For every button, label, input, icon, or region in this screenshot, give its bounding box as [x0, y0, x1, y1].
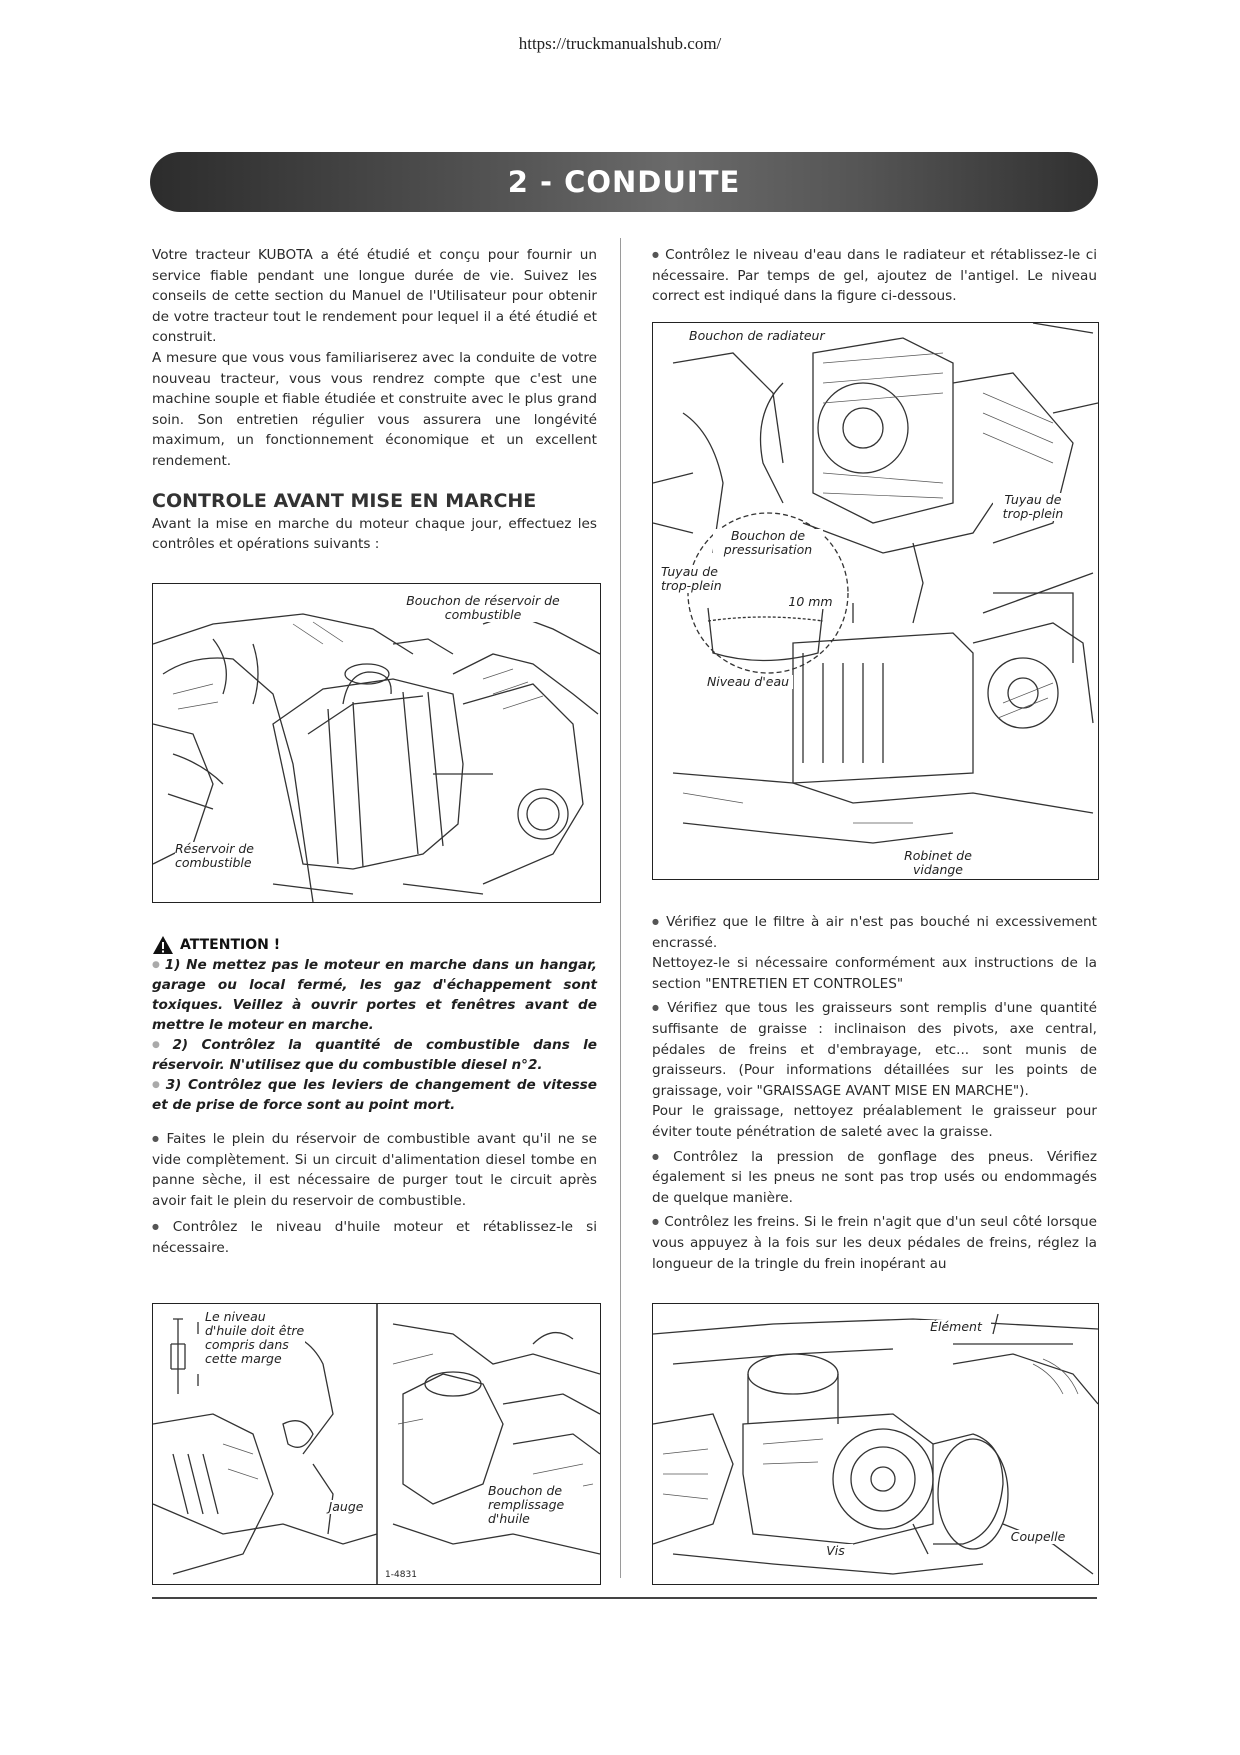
label-dipstick: Jauge — [321, 1500, 371, 1514]
bullet-brakes: ● Contrôlez les freins. Si le frein n'agit que d'un seul côté lorsque vous appuyez à la fois sur les deux pédales de freins, réglez la longueur de la tringle du frein inopérant au — [652, 1212, 1097, 1274]
chapter-banner — [150, 152, 1098, 212]
attention-title: ATTENTION ! — [180, 937, 281, 953]
intro-paragraph-1: Votre tracteur KUBOTA a été étudié et conçu pour fournir un service fiable pendant une longue durée de vie. Suivez les conseils de cette section du Manuel de l'Utilisateur pour obtenir de votre tracteur tout le rendement pour lequel il a été étudié et construit. — [152, 247, 597, 346]
column-divider — [620, 238, 621, 1578]
left-column — [152, 245, 597, 555]
right-column-top — [652, 245, 1097, 307]
label-fuel-cap: Bouchon de réservoir de combustible — [393, 594, 573, 622]
grease-clean: Pour le graissage, nettoyez préalablement le graisseur pour éviter toute pénétration de saleté avec la graisse. — [652, 1103, 1097, 1140]
section-intro: Avant la mise en marche du moteur chaque jour, effectuez les contrôles et opérations suivants : — [152, 515, 597, 553]
section-heading: CONTROLE AVANT MISE EN MARCHE — [152, 489, 537, 512]
label-screw: Vis — [818, 1544, 853, 1558]
warning-2: ● 2) Contrôlez la quantité de combustible dans le réservoir. N'utilisez que du combustible diesel n°2. — [152, 1037, 597, 1073]
chapter-title: 2 - CONDUITE — [507, 165, 741, 199]
label-fuel-tank: Réservoir de combustible — [175, 842, 275, 870]
label-oil-fill-cap: Bouchon de remplissage d'huile — [488, 1484, 583, 1526]
right-column-bottom — [652, 912, 1097, 1274]
figure-fuel-tank — [152, 583, 601, 903]
bullet-air-filter: ● Vérifiez que le filtre à air n'est pas bouché ni excessivement encrassé. — [652, 912, 1097, 953]
label-drain-valve: Robinet de vidange — [878, 849, 998, 877]
label-cup: Coupelle — [1003, 1530, 1073, 1544]
bullet-radiator-level: ● Contrôlez le niveau d'eau dans le radiateur et rétablissez-le ci nécessaire. Par temps de gel, ajoutez de l'antigel. Le niveau correct est indiqué dans la figure ci-dessous. — [652, 245, 1097, 307]
label-inner-overflow-pipe: Tuyau de trop-plein — [661, 565, 731, 593]
label-radiator-cap: Bouchon de radiateur — [689, 329, 849, 343]
bullet-tire-pressure: ● Contrôlez la pression de gonflage des pneus. Vérifiez également si les pneus ne sont pas trop usés ou endommagés de quelque manière. — [652, 1147, 1097, 1209]
footer-rule — [152, 1597, 1097, 1599]
bullet-grease-fittings: ● Vérifiez que tous les graisseurs sont remplis d'une quantité suffisante de graisse : inclinaison des pivots, axe central, pédales de freins et d'embrayage, etc... sont munis de graisseurs. (Pour informations détaillées sur les points de graissage, voir "GRAISSAGE AVANT MISE EN MARCHE"). — [652, 998, 1097, 1101]
warning-1: ● 1) Ne mettez pas le moteur en marche dans un hangar, garage ou local fermé, les gaz d'échappement sont toxiques. Veillez à ouvrir portes et fenêtres avant de mettre le moteur en marche. — [152, 957, 597, 1033]
warning-2-text: 2) Contrôlez la quantité de combustible dans le réservoir. N'utilisez que du combustible diesel n°2. — [152, 1037, 597, 1073]
bullet-oil-level: ● Contrôlez le niveau d'huile moteur et rétablissez-le si nécessaire. — [152, 1217, 597, 1258]
label-filter-element: Élément — [921, 1320, 991, 1334]
attention-block — [152, 935, 597, 1259]
intro-paragraph-2: A mesure que vous vous familiariserez avec la conduite de votre nouveau tracteur, vous vous rendrez compte que c'est une machine souple et fiable étudiée et construite avec le plus grand soin. Son entretien régulier vous assurera une longévité maximum, un fonctionnement économique et un excellent rendement. — [152, 349, 597, 469]
label-oil-level-margin: Le niveau d'huile doit être compris dans cette marge — [205, 1309, 305, 1366]
label-pressure-cap: Bouchon de pressurisation — [713, 529, 823, 557]
figure-radiator — [652, 322, 1099, 880]
bullet-fuel-refill: ● Faites le plein du réservoir de combustible avant qu'il ne se vide complètement. Si un circuit d'alimentation diesel tombe en panne sèche, il est nécessaire de purger tout le circuit après avoir fait le plein du reservoir de combustible. — [152, 1129, 597, 1211]
warning-3-text: 3) Contrôlez que les leviers de changement de vitesse et de prise de force sont au point mort. — [152, 1077, 597, 1113]
label-figure-code: 1-4831 — [381, 1568, 421, 1582]
attention-header — [152, 935, 597, 955]
warning-1-text: 1) Ne mettez pas le moteur en marche dans un hangar, garage ou local fermé, les gaz d'échappement sont toxiques. Veillez à ouvrir portes et fenêtres avant de mettre le moteur en marche. — [152, 957, 597, 1033]
warning-3: ● 3) Contrôlez que les leviers de changement de vitesse et de prise de force sont au point mort. — [152, 1077, 597, 1113]
label-water-level: Niveau d'eau — [703, 675, 793, 689]
radiator-drawing — [653, 323, 1098, 879]
figure-air-filter — [652, 1303, 1099, 1585]
air-filter-clean: Nettoyez-le si nécessaire conformément aux instructions de la section "ENTRETIEN ET CONTROLES" — [652, 955, 1097, 992]
label-10mm: 10 mm — [783, 595, 838, 609]
warning-triangle-icon — [152, 935, 174, 955]
label-overflow-pipe: Tuyau de trop-plein — [993, 493, 1073, 521]
source-url[interactable]: https://truckmanualshub.com/ — [518, 34, 722, 53]
figure-oil-level — [152, 1303, 601, 1585]
